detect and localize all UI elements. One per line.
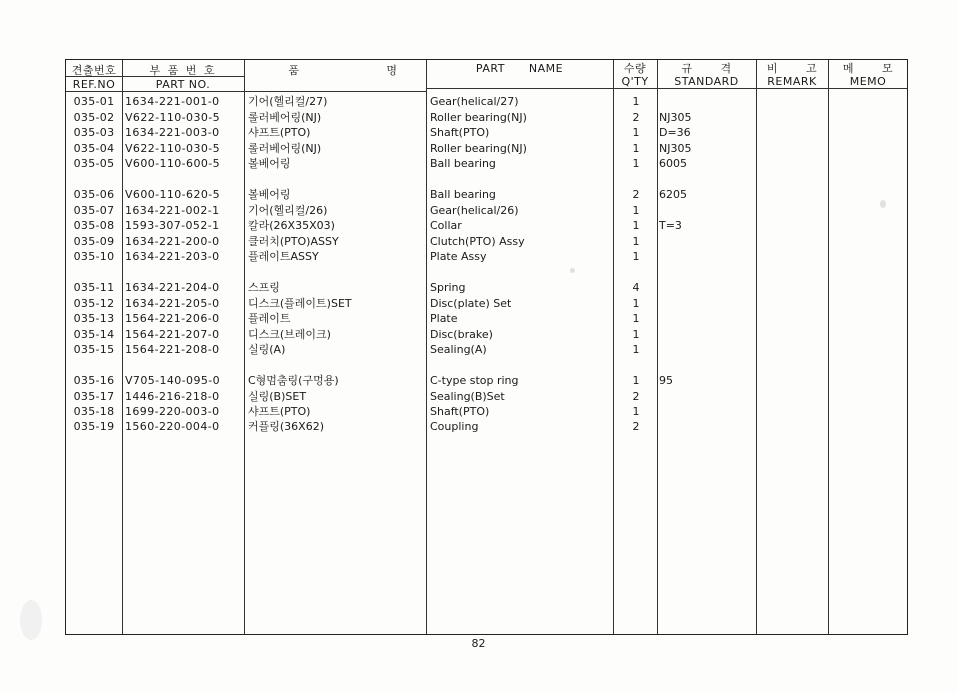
name-en-cell: Roller bearing(NJ)	[430, 142, 527, 155]
ref-cell: 035-04	[73, 142, 115, 155]
standard-cell: D=36	[659, 126, 691, 139]
part-no-cell: 1634-221-001-0	[125, 95, 220, 108]
qty-cell: 1	[632, 157, 640, 170]
part-no-cell: V622-110-030-5	[125, 111, 221, 124]
name-ko-cell: 롤러베어링(NJ)	[248, 142, 322, 155]
header-part-name-en: PART NAME	[475, 62, 564, 75]
name-ko-cell: 실링(B)SET	[248, 390, 307, 403]
table-row	[66, 187, 907, 202]
name-en-cell: Plate	[430, 312, 458, 325]
ref-cell: 035-07	[73, 204, 115, 217]
name-ko-cell: 실링(A)	[248, 343, 286, 356]
ref-cell: 035-01	[73, 95, 115, 108]
table-row	[66, 327, 907, 342]
qty-cell: 1	[632, 374, 640, 387]
header-remark-en: REMARK	[767, 75, 817, 88]
table-row	[66, 125, 907, 140]
ref-cell: 035-19	[73, 420, 115, 433]
part-no-cell: 1634-221-003-0	[125, 126, 220, 139]
header-qty-en: Q'TY	[621, 75, 649, 88]
ref-cell: 035-18	[73, 405, 115, 418]
ref-cell: 035-16	[73, 374, 115, 387]
header-memo-en: MEMO	[849, 75, 887, 88]
name-ko-cell: 디스크(플레이트)SET	[248, 297, 352, 310]
part-no-cell: 1634-221-205-0	[125, 297, 220, 310]
name-en-cell: Shaft(PTO)	[430, 405, 490, 418]
name-ko-cell: 볼베어링	[248, 157, 291, 170]
table-row	[66, 234, 907, 249]
ref-cell: 035-03	[73, 126, 115, 139]
name-ko-cell: 디스크(브레이크)	[248, 328, 331, 341]
name-ko-cell: 기어(헬리컬/26)	[248, 204, 328, 217]
page-number: 82	[471, 637, 486, 650]
part-no-cell: 1634-221-204-0	[125, 281, 220, 294]
name-ko-cell: 샤프트(PTO)	[248, 126, 311, 139]
standard-cell: 95	[659, 374, 673, 387]
table-row	[66, 404, 907, 419]
qty-cell: 2	[632, 420, 640, 433]
name-ko-cell: 롤러베어링(NJ)	[248, 111, 322, 124]
name-en-cell: Clutch(PTO) Assy	[430, 235, 525, 248]
name-en-cell: Coupling	[430, 420, 479, 433]
ref-cell: 035-11	[73, 281, 115, 294]
name-en-cell: Spring	[430, 281, 466, 294]
name-en-cell: Sealing(B)Set	[430, 390, 505, 403]
ref-cell: 035-05	[73, 157, 115, 170]
part-no-cell: 1446-216-218-0	[125, 390, 220, 403]
qty-cell: 1	[632, 95, 640, 108]
qty-cell: 2	[632, 111, 640, 124]
qty-cell: 1	[632, 142, 640, 155]
qty-cell: 1	[632, 126, 640, 139]
header-divider	[66, 91, 426, 92]
scan-speck	[880, 200, 886, 208]
name-en-cell: Ball bearing	[430, 188, 496, 201]
table-row	[66, 218, 907, 233]
parts-table	[65, 59, 908, 635]
name-en-cell: Roller bearing(NJ)	[430, 111, 527, 124]
name-en-cell: Shaft(PTO)	[430, 126, 490, 139]
scan-speck	[20, 600, 42, 640]
name-ko-cell: 플레이트ASSY	[248, 250, 319, 263]
header-remark-ko: 비 고	[766, 62, 818, 75]
name-ko-cell: 스프링	[248, 281, 280, 294]
table-row	[66, 419, 907, 434]
table-row	[66, 342, 907, 357]
standard-cell: NJ305	[659, 111, 692, 124]
name-ko-cell: 클러치(PTO)ASSY	[248, 235, 339, 248]
qty-cell: 1	[632, 219, 640, 232]
name-ko-cell: 칼라(26X35X03)	[248, 219, 335, 232]
part-no-cell: V622-110-030-5	[125, 142, 221, 155]
header-name-ko-2: 명	[386, 64, 398, 77]
part-no-cell: 1564-221-206-0	[125, 312, 220, 325]
part-no-cell: 1564-221-208-0	[125, 343, 220, 356]
table-row	[66, 373, 907, 388]
qty-cell: 1	[632, 312, 640, 325]
qty-cell: 1	[632, 235, 640, 248]
ref-cell: 035-14	[73, 328, 115, 341]
name-en-cell: Ball bearing	[430, 157, 496, 170]
header-name-ko-1: 품	[288, 64, 300, 77]
standard-cell: 6205	[659, 188, 687, 201]
part-no-cell: V600-110-600-5	[125, 157, 221, 170]
ref-cell: 035-13	[73, 312, 115, 325]
name-en-cell: Disc(brake)	[430, 328, 493, 341]
table-row	[66, 389, 907, 404]
qty-cell: 2	[632, 188, 640, 201]
header-std-ko: 규 격	[681, 62, 732, 75]
qty-cell: 2	[632, 390, 640, 403]
qty-cell: 1	[632, 343, 640, 356]
standard-cell: 6005	[659, 157, 687, 170]
table-row	[66, 296, 907, 311]
header-ref-en: REF.NO	[72, 78, 116, 91]
name-en-cell: C-type stop ring	[430, 374, 519, 387]
ref-cell: 035-08	[73, 219, 115, 232]
part-no-cell: 1634-221-200-0	[125, 235, 220, 248]
table-row	[66, 203, 907, 218]
part-no-cell: V705-140-095-0	[125, 374, 221, 387]
ref-cell: 035-15	[73, 343, 115, 356]
name-en-cell: Gear(helical/27)	[430, 95, 519, 108]
table-row	[66, 280, 907, 295]
header-std-en: STANDARD	[674, 75, 739, 88]
table-row	[66, 110, 907, 125]
part-no-cell: 1634-221-203-0	[125, 250, 220, 263]
name-ko-cell: 커플링(36X62)	[248, 420, 324, 433]
qty-cell: 4	[632, 281, 640, 294]
header-part-no-ko: 부 품 번 호	[149, 64, 217, 77]
name-ko-cell: 샤프트(PTO)	[248, 405, 311, 418]
header-qty-ko: 수량	[623, 62, 647, 75]
name-ko-cell: 기어(헬리컬/27)	[248, 95, 328, 108]
scan-speck	[570, 268, 575, 273]
ref-cell: 035-12	[73, 297, 115, 310]
table-row	[66, 141, 907, 156]
name-en-cell: Gear(helical/26)	[430, 204, 519, 217]
name-ko-cell: 플레이트	[248, 312, 291, 325]
name-en-cell: Disc(plate) Set	[430, 297, 512, 310]
header-memo-ko: 메 모	[842, 62, 894, 75]
table-row	[66, 311, 907, 326]
table-row	[66, 156, 907, 171]
part-no-cell: 1634-221-002-1	[125, 204, 220, 217]
ref-cell: 035-09	[73, 235, 115, 248]
qty-cell: 1	[632, 297, 640, 310]
part-no-cell: 1560-220-004-0	[125, 420, 220, 433]
part-no-cell: 1593-307-052-1	[125, 219, 220, 232]
ref-cell: 035-06	[73, 188, 115, 201]
ref-cell: 035-10	[73, 250, 115, 263]
ref-cell: 035-02	[73, 111, 115, 124]
standard-cell: NJ305	[659, 142, 692, 155]
name-ko-cell: 볼베어링	[248, 188, 291, 201]
table-row	[66, 249, 907, 264]
table-row	[66, 94, 907, 109]
standard-cell: T=3	[659, 219, 682, 232]
name-en-cell: Sealing(A)	[430, 343, 487, 356]
header-ref-ko: 견출번호	[71, 64, 117, 77]
qty-cell: 1	[632, 204, 640, 217]
part-no-cell: 1564-221-207-0	[125, 328, 220, 341]
name-en-cell: Plate Assy	[430, 250, 487, 263]
part-no-cell: V600-110-620-5	[125, 188, 221, 201]
header-divider	[426, 88, 907, 89]
part-no-cell: 1699-220-003-0	[125, 405, 220, 418]
header-part-no-en: PART NO.	[155, 78, 211, 91]
name-ko-cell: C형멈춤링(구멍용)	[248, 374, 339, 387]
qty-cell: 1	[632, 328, 640, 341]
qty-cell: 1	[632, 405, 640, 418]
ref-cell: 035-17	[73, 390, 115, 403]
name-en-cell: Collar	[430, 219, 462, 232]
qty-cell: 1	[632, 250, 640, 263]
